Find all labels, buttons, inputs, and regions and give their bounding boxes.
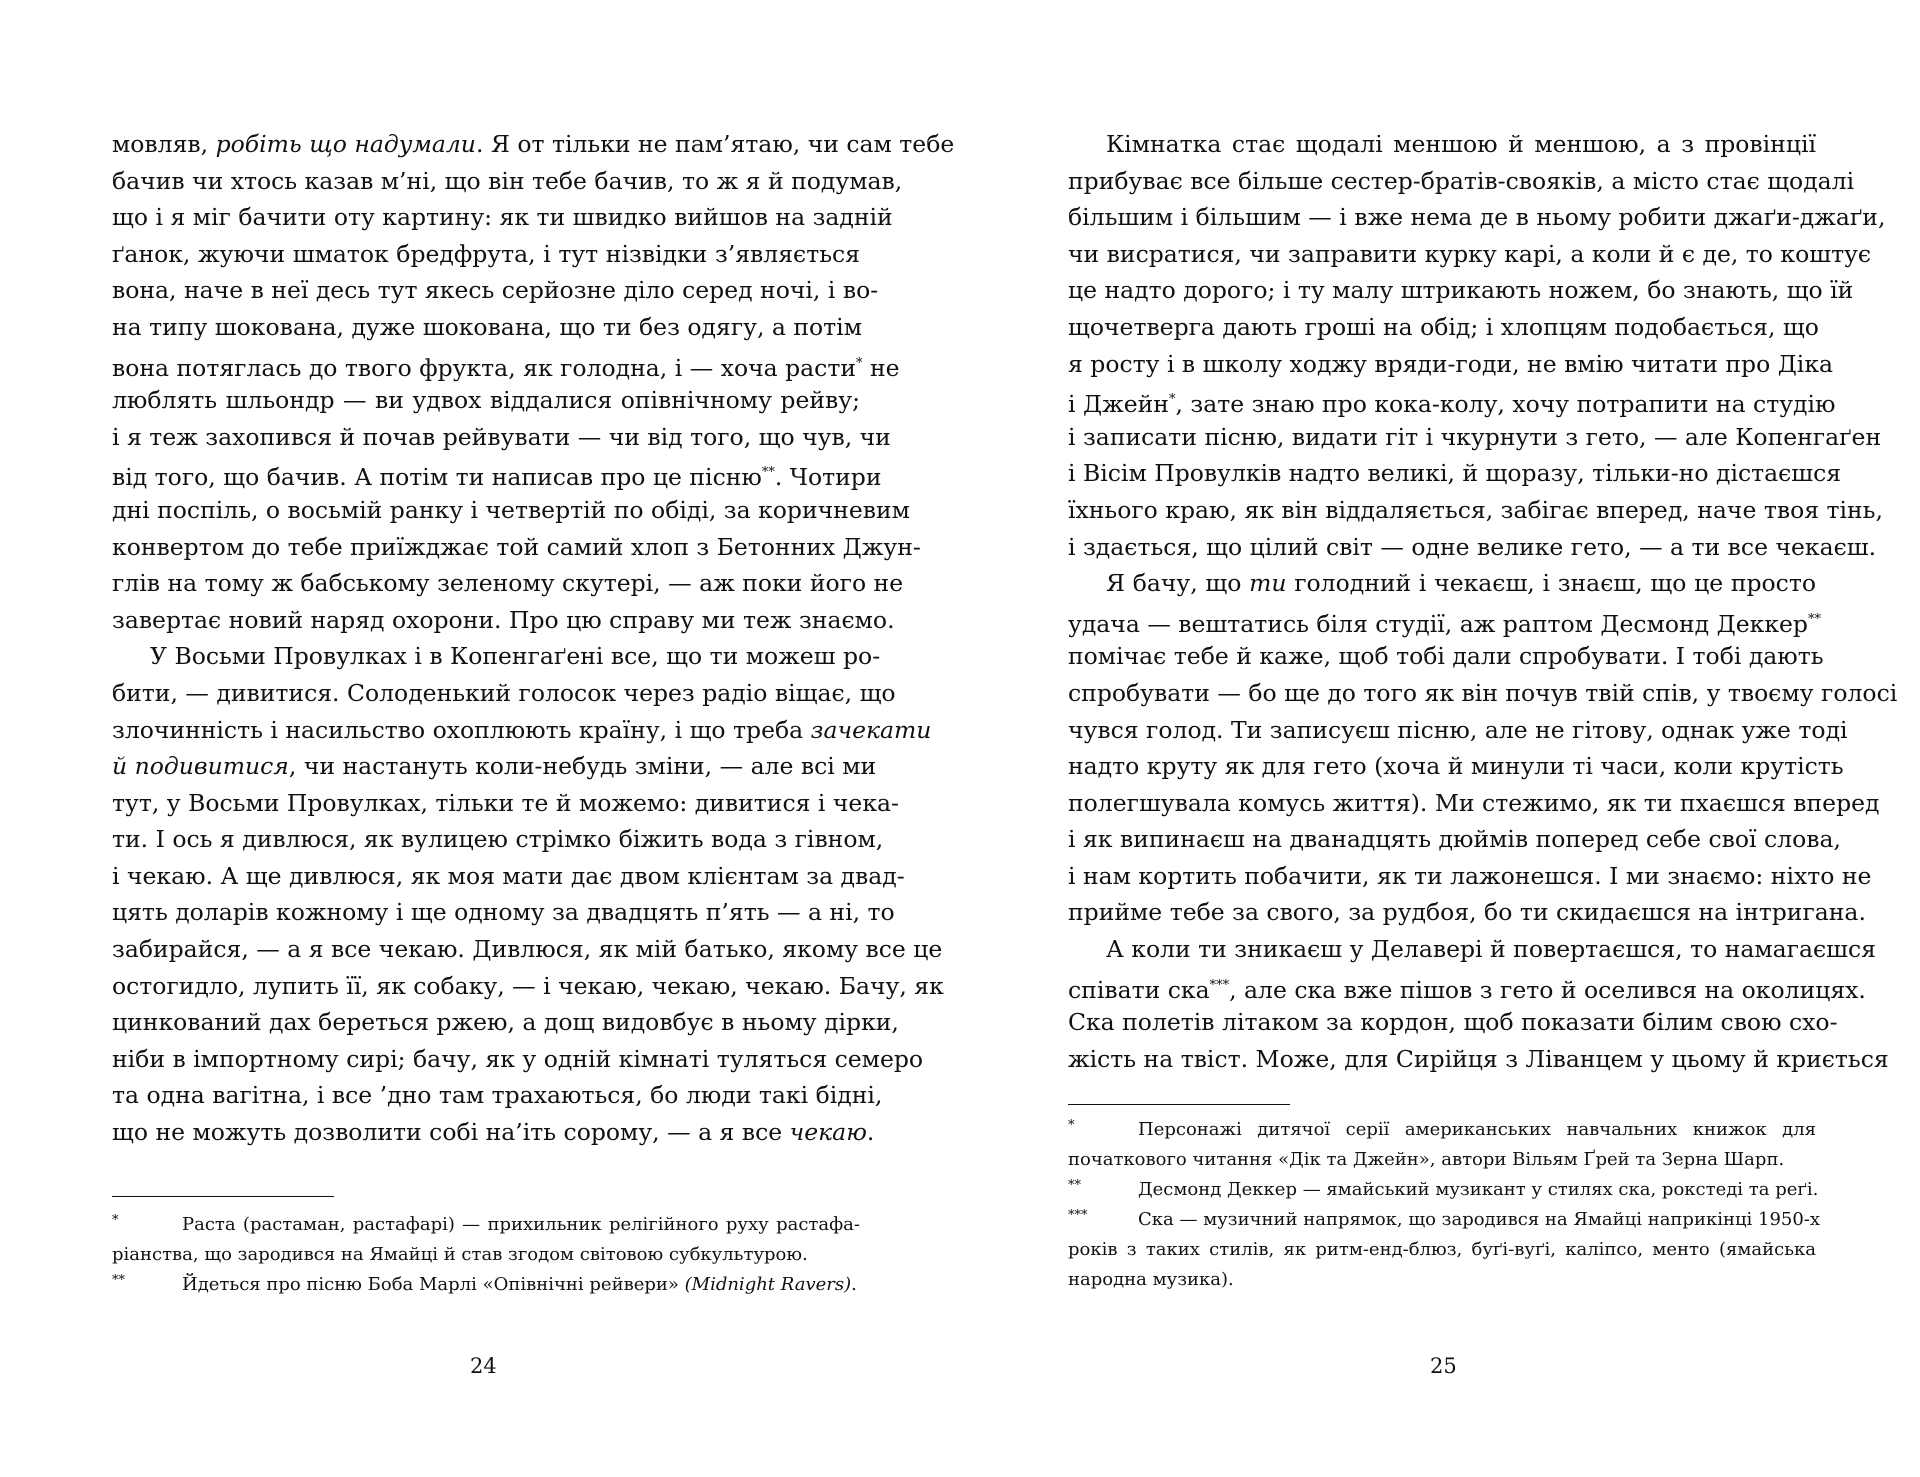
text-line: бачив чи хтось казав м’ні, що він тебе бачив, то ж я й подумав,: [112, 166, 903, 195]
footnote-divider: [1068, 1104, 1290, 1105]
footnote-line: років з таких стилів, як ритм-енд-блюз, буґі-вуґі, каліпсо, менто (ямайська: [1068, 1239, 1816, 1260]
text-line: прибуває все більше сестер-братів-свояків, а місто стає щодалі: [1068, 166, 1855, 195]
text-line: що і я міг бачити оту картину: як ти швидко вийшов на задній: [112, 203, 893, 232]
text-line: співати ска***, але ска вже пішов з гето й оселився на околицях.: [1068, 975, 1866, 1004]
text-line: Я бачу, що ти голодний і чекаєш, і знаєш, що це просто: [1106, 569, 1816, 598]
text-line: більшим і більшим — і вже нема де в ньому робити джаґи-джаґи,: [1068, 203, 1886, 232]
text-line: і здається, що цілий світ — одне велике гето, — а ти все чекаєш.: [1068, 532, 1877, 561]
text-line: Ска полетів літаком за кордон, щоб показати білим свою схо-: [1068, 1008, 1838, 1037]
text-line: глів на тому ж бабському зеленому скутері, — аж поки його не: [112, 569, 904, 598]
footnote-line: [1068, 1175, 1819, 1205]
text-line: помічає тебе й каже, щоб тобі дали спробувати. І тобі дають: [1068, 642, 1824, 671]
text-line: ґанок, жуючи шматок бредфрута, і тут нізвідки з’являється: [112, 239, 860, 268]
text-line: забирайся, — а я все чекаю. Дивлюся, як мій батько, якому все це: [112, 935, 943, 964]
text-line: остогидло, лупить її, як собаку, — і чекаю, чекаю, чекаю. Бачу, як: [112, 971, 944, 1000]
text-line: злочинність і насильство охоплюють країну, і що треба зачекати: [112, 715, 932, 744]
text-line: жість на твіст. Може, для Сирійця з Ліванцем у цьому й криється: [1068, 1044, 1889, 1073]
footnote-mark: *: [1068, 1118, 1075, 1133]
text-line: їхнього краю, як він віддаляється, забігає вперед, наче твоя тінь,: [1068, 495, 1883, 524]
footnote-text: Раста (растаман, растафарі) — прихильник релігійного руху растафа-: [182, 1214, 860, 1235]
footnote-mark: **: [112, 1273, 125, 1288]
text-line: Кімнатка стає щодалі меншою й меншою, а з провінції: [1106, 130, 1816, 158]
text-line: А коли ти зникаєш у Делавері й повертаєшся, то намагаєшся: [1106, 935, 1877, 964]
text-line: це надто дорого; і ту малу штрикають ножем, бо знають, що їй: [1068, 276, 1854, 305]
text-line: я росту і в школу ходжу вряди-годи, не вмію читати про Діка: [1068, 349, 1834, 378]
text-line: цять доларів кожному і ще одному за двадцять п’ять — а ні, то: [112, 898, 895, 927]
text-line: від того, що бачив. А потім ти написав про це пісню**. Чотири: [112, 463, 882, 492]
text-line: люблять шльондр — ви удвох віддалися опівнічному рейву;: [112, 386, 860, 415]
footnote-mark: **: [1068, 1178, 1081, 1193]
text-line: і Вісім Провулків надто великі, й щоразу, тільки-но дістаєшся: [1068, 459, 1842, 488]
footnote-text: Йдеться про пісню Боба Марлі «Опівнічні рейвери» (Midnight Ravers).: [182, 1274, 857, 1295]
text-line: бити, — дивитися. Солоденький голосок через радіо віщає, що: [112, 678, 896, 707]
text-line: і як випинаєш на дванадцять дюймів поперед себе свої слова,: [1068, 825, 1841, 854]
text-line: вона, наче в неї десь тут якесь серйозне діло серед ночі, і во-: [112, 276, 879, 305]
text-line: і нам кортить побачити, як ти лажонешся. І ми знаємо: ніхто не: [1068, 861, 1872, 890]
footnote-divider: [112, 1196, 334, 1197]
text-line: що не можуть дозволити собі на’іть сорому, — а я все чекаю.: [112, 1118, 875, 1147]
footnote-line: [112, 1210, 860, 1240]
text-line: конвертом до тебе приїжджає той самий хлоп з Бетонних Джун-: [112, 532, 921, 561]
text-line: і Джейн*, зате знаю про кока-колу, хочу потрапити на студію: [1068, 389, 1836, 418]
text-line: на типу шокована, дуже шокована, що ти без одягу, а потім: [112, 312, 862, 341]
text-line: прийме тебе за свого, за рудбоя, бо ти скидаєшся на інтригана.: [1068, 898, 1866, 927]
footnote-line: ріанства, що зародився на Ямайці й став згодом світовою субкультурою.: [112, 1244, 808, 1265]
footnote-text: Персонажі дитячої серії американських навчальних книжок для: [1138, 1119, 1816, 1140]
text-line: У Восьми Провулках і в Копенгаґені все, що ти можеш ро-: [150, 642, 881, 671]
text-line: цинкований дах береться ржею, а дощ видовбує в ньому дірки,: [112, 1008, 899, 1037]
text-line: удача — вештатись біля студії, аж раптом Десмонд Деккер**: [1068, 609, 1821, 638]
text-line: ніби в імпортному сирі; бачу, як у одній кімнаті туляться семеро: [112, 1044, 924, 1073]
left-body-text: [112, 126, 955, 1151]
text-line: чувся голод. Ти записуєш пісню, але не гітову, однак уже тоді: [1068, 715, 1848, 744]
left-footnotes: [112, 1210, 860, 1300]
footnote-line: початкового читання «Дік та Джейн», автори Вільям Ґрей та Зерна Шарп.: [1068, 1149, 1785, 1170]
footnote-line: [1068, 1205, 1821, 1235]
text-line: щочетверга дають гроші на обід; і хлопцям подобається, що: [1068, 312, 1819, 341]
footnote-text: Ска — музичний напрямок, що зародився на Ямайці наприкінці 1950-х: [1138, 1209, 1821, 1230]
footnote-line: [112, 1270, 860, 1300]
footnote-text: Десмонд Деккер — ямайський музикант у стилях ска, рокстеді та реґі.: [1138, 1179, 1819, 1200]
footnote-mark: ***: [1068, 1208, 1088, 1223]
text-line: та одна вагітна, і все ’дно там трахаються, бо люди такі бідні,: [112, 1081, 883, 1110]
text-line: полегшувала комусь життя). Ми стежимо, як ти пхаєшся вперед: [1068, 788, 1880, 817]
text-line: й подивитися, чи настануть коли-небудь зміни, — але всі ми: [112, 752, 877, 781]
page-number: 24: [470, 1354, 497, 1378]
footnote-line: народна музика).: [1068, 1269, 1234, 1290]
footnote-mark: *: [112, 1213, 119, 1228]
right-body-text: [1068, 126, 1898, 1077]
text-line: і чекаю. А ще дивлюся, як моя мати дає двом клієнтам за двад-: [112, 861, 905, 890]
text-line: ти. І ось я дивлюся, як вулицею стрімко біжить вода з гівном,: [112, 825, 884, 854]
text-line: завертає новий наряд охорони. Про цю справу ми теж знаємо.: [112, 605, 895, 634]
text-line: вона потяглась до твого фрукта, як голодна, і — хоча расти* не: [112, 353, 900, 382]
right-page: [960, 0, 1920, 1477]
text-line: і записати пісню, видати гіт і чкурнути з гето, — але Копенгаґен: [1068, 422, 1882, 451]
right-footnotes: [1068, 1115, 1821, 1295]
text-line: і я теж захопився й почав рейвувати — чи від того, що чув, чи: [112, 422, 891, 451]
footnote-line: [1068, 1115, 1816, 1145]
text-line: чи висратися, чи заправити курку карі, а коли й є де, то коштує: [1068, 239, 1872, 268]
text-line: надто круту як для гето (хоча й минули ті часи, коли крутість: [1068, 752, 1844, 781]
text-line: тут, у Восьми Провулках, тільки те й можемо: дивитися і чека-: [112, 788, 899, 817]
text-line: спробувати — бо ще до того як він почув твій спів, у твоєму голосі: [1068, 678, 1898, 707]
text-line: дні поспіль, о восьмій ранку і четвертій по обіді, за коричневим: [112, 495, 910, 524]
page-number: 25: [1430, 1354, 1457, 1378]
text-line: мовляв, робіть що надумали. Я от тільки не пам’ятаю, чи сам тебе: [112, 130, 955, 158]
